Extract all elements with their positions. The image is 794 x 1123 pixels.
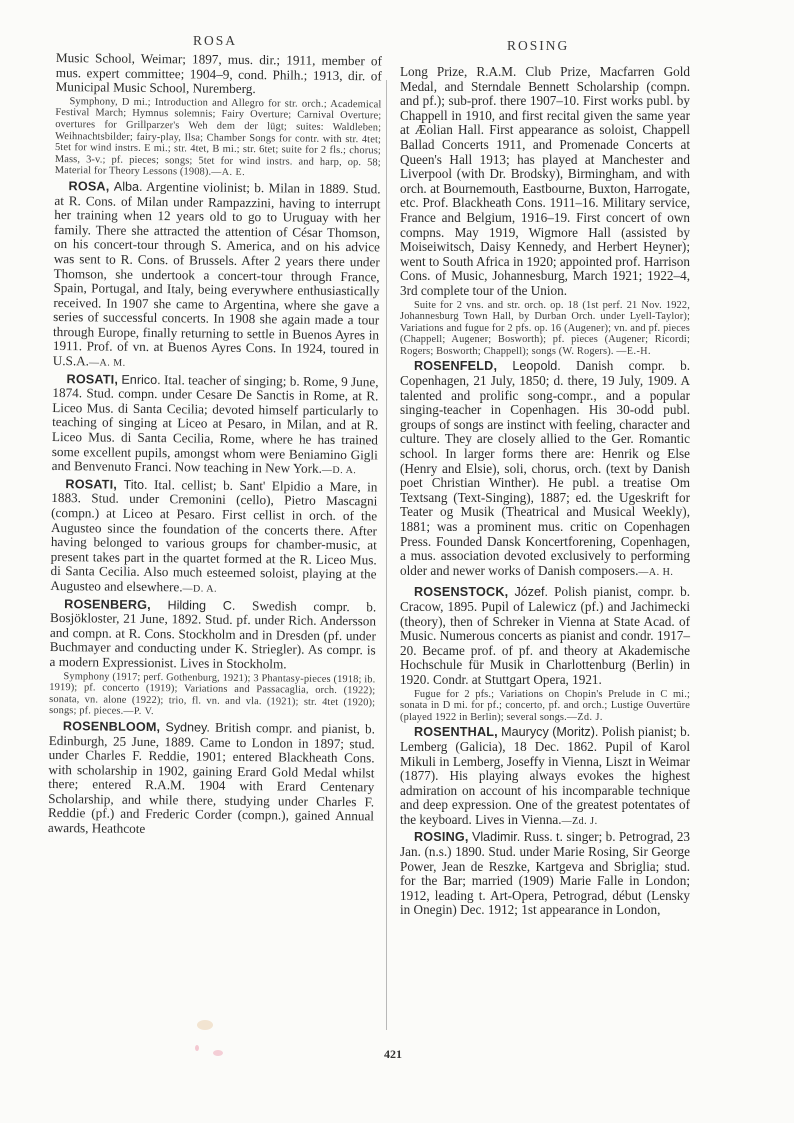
given-name: Vladimir. <box>471 830 521 845</box>
headword: ROSENTHAL, <box>414 725 498 740</box>
right-column <box>400 65 690 918</box>
given-name: Sydney. <box>165 720 211 735</box>
given-name: Leopold. <box>512 359 561 374</box>
works-list: Fugue for 2 pfs.; Variations on Chopin's Prelude in C mi.; sonata in D mi. for pf.; concerto, pf. and orch.; Lustige Ouvertüre (played 1922 in Berlin); several songs.—Zd. J. <box>400 688 690 723</box>
given-name: Józef. <box>514 585 549 600</box>
paper-stain <box>195 1045 199 1051</box>
entry-text: Polish pianist, compr. b. Cracow, 1895. Pupil of Lalewicz (pf.) and Jachimecki (theory), then of Schreker in Vienna at State Acad. of Music. Numerous concerts as pianist and condr. 1917–20. Became prof. of pf. and theory at Akademische Hochschule für Musik in Charlottenburg (Berlin) in 1920. Condr. at Stuttgart Opera, 1921. <box>400 584 691 687</box>
entry-text: Polish pianist; b. Lemberg (Galicia), 18 Dec. 1862. Pupil of Karol Mikuli in Lemberg, Joseffy in Vienna, Liszt in Weimar (1877). His playing always evokes the highest admiration on account of his incomparable technique and deep expression. One of the greatest potentates of the keyboard. Lives in Vienna. <box>400 724 691 827</box>
given-name: Enrico. <box>121 372 161 387</box>
contributor-signature: —D. A. <box>321 465 357 477</box>
left-column <box>48 51 382 839</box>
entry-rosenbloom-sydney <box>48 719 375 839</box>
contributor-signature: —A. H. <box>638 566 674 578</box>
entry-text: Argentine violinist; b. Milan in 1889. Stud. at R. Cons. of Milan under Rampazzini, having to interrupt her training when 12 years old to go to Uruguay with her family. There she attracted the attention of César Thomson, on his concert-tour through S. America, and on his advice was sent to R. Cons. of Brussels. After 2 years there under Thomson, she undertook a concert-tour through France, Spain, Portugal, and Italy, being everywhere enthusiastically received. In 1907 she came to Argentina, where she gave a series of successful concerts. In 1908 she again made a tour through Europe, finally returning to settle in Buenos Ayres in 1911. Prof. of vn. at Buenos Ayres Cons. In 1924, toured in U.S.A. <box>52 178 381 369</box>
column-divider <box>386 80 387 1030</box>
entry-rosati-enrico <box>52 372 379 480</box>
running-head-right: ROSING <box>507 38 570 53</box>
paper-stain <box>197 1020 213 1030</box>
contributor-signature: —E.-H. <box>616 345 652 357</box>
contributor-signature: —A. M. <box>88 357 126 369</box>
entry-rosenthal-maurycy <box>400 725 690 829</box>
entry-rosati-tito <box>50 477 377 599</box>
contributor-signature: —Zd. J. <box>561 815 598 827</box>
continuation-text: Music School, Weimar; 1897, mus. dir.; 1911, member of mus. expert committee; 1904–9, cond. Philh.; 1913, dir. of Municipal Music School, Nuremberg. <box>55 50 382 97</box>
entry-text: Swedish compr. b. Bosjökloster, 21 June, 1892. Stud. pf. under Rich. Andersson and compn. at R. Cons. Stockholm and in Dresden (pf. under Buchmayer and conducting under K. Striegler). As compr. is a modern Expressionist. Lives in Stockholm. <box>49 597 377 672</box>
given-name: Alba. <box>113 179 143 194</box>
given-name: Maurycy (Moritz). <box>501 725 599 740</box>
headword: ROSATI, <box>65 476 118 492</box>
works-list: Symphony (1917; perf. Gothenburg, 1921); 3 Phantasy-pieces (1918; ib. 1919); pf. concerto (1919); Variations and Passacaglia, orch. (1922); sonata, vn. alone (1922); trio, fl. vn. and vla. (1921); str. 4tet (1920); songs; pf. pieces.—P. V. <box>49 670 376 718</box>
headword: ROSENBLOOM, <box>62 719 161 735</box>
page-number: 421 <box>384 1047 402 1061</box>
entry-rosenstock-jozef <box>400 585 690 687</box>
paper-stain <box>213 1050 223 1056</box>
contributor-signature: —Zd. J. <box>566 711 603 723</box>
entry-text: Ital. cellist; b. Sant' Elpidio a Mare, in 1883. Stud. under Cremonini (cello), Pietro Mascagni (compn.) at Liceo at Pesaro. First cellist in orch. of the Augusteo since the foundation of the concerts there. After having belonged to various groups for chamber-music, at present takes part in the quartet formed at the R. Liceo Mus. di Santa Cecilia. Also much esteemed soloist, playing at the Augusteo and elsewhere. <box>50 476 378 595</box>
entry-rosa-alba <box>53 179 381 374</box>
continuation-text: Long Prize, R.A.M. Club Prize, Macfarren Gold Medal, and Sterndale Bennett Scholarship (compn. and pf.); sub-prof. there 1907–10. First works publ. by Chappell in 1910, and first recital given the same year at Æolian Hall. First appearance as soloist, Chappell Ballad Concerts 1911, and Promenade Concerts at Queen's Hall 1913; has played at Manchester and Liverpool (with Dr. Brodsky), Birmingham, and with orch. at Bournemouth, Eastbourne, Buxton, Harrogate, etc. Prof. Blackheath Cons. 1911–16. Military service, France and Belgium, 1916–19. First concert of own compns. May 1919, Wigmore Hall (assisted by Moiseiwitsch, Daisy Kennedy, and Herbert Heyner); went to South Africa in 1920; appointed prof. Harrison Cons. of Music, Johannesburg, March 1921; 1922–4, 3rd complete tour of the Union. <box>400 64 690 298</box>
headword: ROSENBERG, <box>64 596 151 612</box>
entry-rosenberg-hilding <box>50 597 377 673</box>
given-name: Tito. <box>123 477 148 492</box>
entry-text: Ital. teacher of singing; b. Rome, 9 June, 1874. Stud. compn. under Cesare De Sanctis in Rome, at R. Liceo Mus. di Santa Cecilia; devoted himself particularly to teaching of singing at Liceo at Pesaro, in Milan, and at R. Liceo Mus. di Santa Cecilia, Rome, where he has trained some excellent pupils, amongst whom were Beniamino Gigli and Benvenuto Franci. Now teaching in New York. <box>51 371 379 477</box>
contributor-signature: —D. A. <box>182 583 218 595</box>
headword: ROSATI, <box>66 371 119 387</box>
entry-text: Danish compr. b. Copenhagen, 21 July, 1850; d. there, 19 July, 1909. A talented and prolific song-compr., and a popular singing-teacher in Copenhagen. His 30-odd publ. groups of songs are instinct with feeling, character and culture. They are closely allied to the Ger. Romantic school. In larger forms there are: Henrik og Else (Henry and Elsie), soli, chorus, orch. (text by Danish poet Christian Winther). He publ. a treatise Om Textsang (Text-Singing), 1887; ed. the Ugeskrift for Teater og Musik (Theatrical and Musical Weekly), 1881; was a prominent mus. critic on Copenhagen Press. Founded Dansk Koncertforening, Copenhagen, a mus. association devoted exclusively to performing older and newer works of Danish composers. <box>400 358 691 578</box>
headword: ROSING, <box>414 830 469 845</box>
entry-text: British compr. and pianist, b. Edinburgh, 25 June, 1889. Came to London in 1897; stud. under Charles F. Reddie, 1901; entered Blackheath Cons. with scholarship in 1902, gaining Erard Gold Medal whilst there; entered R.A.M. 1904 with Erard Centenary Scholarship, and while there, studying under Charles F. Reddie (pf.) and Frederic Corder (compn.), gained Annual awards, Heathcote <box>47 719 376 837</box>
headword: ROSENSTOCK, <box>414 585 509 600</box>
headword: ROSA, <box>68 179 110 194</box>
entry-rosing-vladimir <box>400 830 690 918</box>
entry-rosenfeld-leopold <box>400 359 690 580</box>
given-name: Hilding C. <box>167 597 236 613</box>
entry-text: Russ. t. singer; b. Petrograd, 23 Jan. (n.s.) 1890. Stud. under Marie Rosing, Sir George Power, Jean de Reszke, Kartgeva and Sbriglia; stud. for the Bar; married (1909) Marie Falle in London; 1912, leading t. Art-Opera, Petrograd, début (Lensky in Onegin) Dec. 1912; 1st appearance in London, <box>400 829 691 918</box>
contributor-signature: —P. V. <box>123 706 155 718</box>
running-head-left: ROSA <box>193 33 238 48</box>
continuation-works: Symphony, D mi.; Introduction and Allegro for str. orch.; Academical Festival March; Hymnus solemnis; Fairy Overture; Carnival Overture; overtures for Grillparzer's Weh dem der lügt; suites: Waldleben; Weihnachtsbilder; fairy-play, Ilsa; Chamber Songs for contr. with str. 4tet; 5tet for wind instrs. E mi.; str. 4tet, B mi.; str. 6tet; suite for 2 fls.; chorus; Mass, 3-v.; pf. pieces; songs; 5tet for wind instrs. and harp, op. 58; Material for Theory Lessons (1908).—A. E. <box>54 95 382 179</box>
headword: ROSENFELD, <box>414 359 498 374</box>
continuation-works: Suite for 2 vns. and str. orch. op. 18 (1st perf. 21 Nov. 1922, Johannesburg Town Hall, by Durban Orch. under Lyell-Taylor); Variations and fugue for 2 pfs. op. 16 (Augener); vn. and pf. pieces (Chappell; Augener; Bosworth); pf. pieces (Augener; Ricordi; Rogers; Bosworth; Chappell); songs (W. Rogers). —E.-H. <box>400 299 690 357</box>
contributor-signature: —A. E. <box>211 166 246 179</box>
